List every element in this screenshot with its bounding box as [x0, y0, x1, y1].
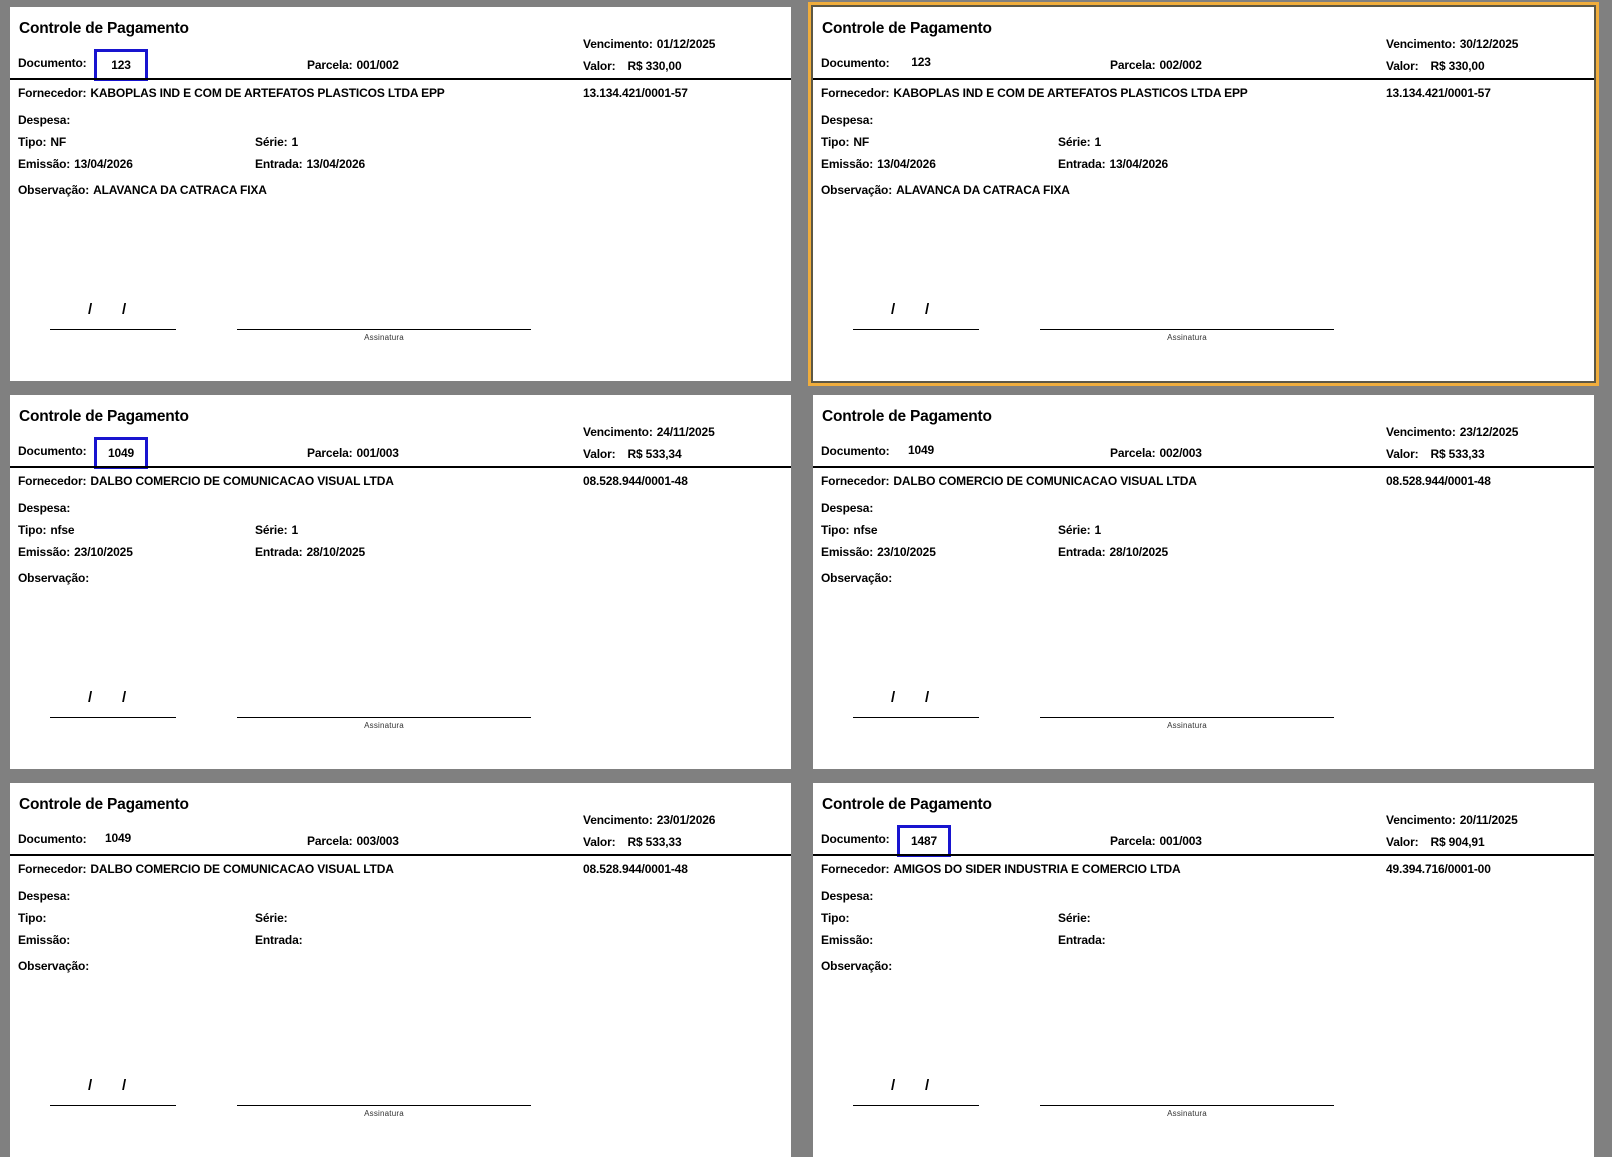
card-title: Controle de Pagamento — [822, 20, 992, 37]
serie-label: Série: — [1058, 523, 1091, 537]
documento-label: Documento: — [821, 56, 890, 70]
payment-card[interactable] — [813, 7, 1594, 381]
parcela-value: 001/003 — [1159, 834, 1202, 848]
fornecedor-value: DALBO COMERCIO DE COMUNICACAO VISUAL LTDA — [90, 862, 394, 876]
valor-label: Valor: — [1386, 447, 1419, 461]
despesa-label: Despesa: — [18, 889, 71, 903]
signature-label: Assinatura — [364, 333, 404, 342]
entrada-field — [1058, 157, 1172, 171]
documento-label: Documento: — [18, 56, 87, 70]
vencimento-label: Vencimento: — [1386, 37, 1456, 51]
parcela-label: Parcela: — [1110, 58, 1156, 72]
tipo-label: Tipo: — [821, 523, 850, 537]
signature-line — [1040, 717, 1334, 718]
serie-value: 1 — [1094, 135, 1101, 149]
serie-field — [1058, 135, 1105, 149]
payment-card[interactable] — [10, 7, 791, 381]
vencimento-value: 24/11/2025 — [656, 425, 715, 439]
valor-field — [583, 447, 685, 461]
entrada-field — [1058, 545, 1172, 559]
documento-value: 123 — [911, 55, 931, 69]
tipo-field — [18, 135, 70, 149]
entrada-field — [255, 545, 369, 559]
fornecedor-field — [18, 474, 398, 488]
observacao-value: ALAVANCA DA CATRACA FIXA — [93, 183, 267, 197]
tipo-label: Tipo: — [18, 523, 47, 537]
entrada-label: Entrada: — [1058, 933, 1106, 947]
documento-label: Documento: — [821, 444, 890, 458]
despesa-field — [821, 113, 881, 127]
date-slash-2: / — [925, 301, 930, 318]
despesa-field — [18, 501, 78, 515]
observacao-field — [821, 571, 900, 585]
valor-value: R$ 330,00 — [1430, 59, 1485, 73]
serie-value: 1 — [291, 523, 298, 537]
header-divider-line — [10, 466, 791, 468]
entrada-value: 28/10/2025 — [306, 545, 366, 559]
emissao-label: Emissão: — [821, 545, 874, 559]
entrada-label: Entrada: — [255, 933, 303, 947]
parcela-field — [1110, 58, 1206, 72]
entrada-label: Entrada: — [255, 157, 303, 171]
valor-label: Valor: — [583, 59, 616, 73]
cnpj-value: 08.528.944/0001-48 — [1386, 474, 1491, 488]
serie-label: Série: — [255, 911, 288, 925]
signature-label: Assinatura — [364, 721, 404, 730]
documento-value: 1487 — [910, 834, 938, 848]
signature-label: Assinatura — [1167, 1109, 1207, 1118]
fornecedor-label: Fornecedor: — [821, 86, 890, 100]
documento-box — [94, 825, 142, 851]
fornecedor-label: Fornecedor: — [18, 474, 87, 488]
parcela-value: 002/003 — [1159, 446, 1202, 460]
signature-label: Assinatura — [364, 1109, 404, 1118]
observacao-label: Observação: — [18, 571, 90, 585]
cards-grid — [10, 7, 1594, 1157]
vencimento-value: 20/11/2025 — [1459, 813, 1518, 827]
cnpj-value: 13.134.421/0001-57 — [1386, 86, 1491, 100]
date-signature-line — [50, 1105, 176, 1106]
date-slash-2: / — [925, 1077, 930, 1094]
observacao-field — [18, 959, 97, 973]
parcela-field — [1110, 834, 1206, 848]
documento-value: 1049 — [107, 446, 135, 460]
header-divider-line — [10, 854, 791, 856]
tipo-field — [18, 523, 78, 537]
parcela-field — [307, 834, 403, 848]
vencimento-field — [1386, 37, 1522, 51]
documento-value: 123 — [111, 58, 131, 72]
serie-field — [1058, 523, 1105, 537]
valor-label: Valor: — [1386, 835, 1419, 849]
despesa-field — [821, 889, 881, 903]
documento-value: 1049 — [104, 831, 132, 845]
observacao-label: Observação: — [821, 959, 893, 973]
emissao-label: Emissão: — [18, 933, 71, 947]
serie-field — [255, 135, 302, 149]
despesa-label: Despesa: — [821, 113, 874, 127]
header-divider-line — [813, 78, 1594, 80]
serie-field — [255, 523, 302, 537]
date-slash-1: / — [88, 689, 93, 706]
card-title: Controle de Pagamento — [822, 408, 992, 425]
observacao-field — [18, 571, 97, 585]
tipo-field — [821, 523, 881, 537]
observacao-label: Observação: — [821, 571, 893, 585]
vencimento-label: Vencimento: — [583, 813, 653, 827]
vencimento-label: Vencimento: — [583, 425, 653, 439]
cnpj-value: 13.134.421/0001-57 — [583, 86, 688, 100]
serie-value: 1 — [1094, 523, 1101, 537]
date-slash-1: / — [88, 301, 93, 318]
parcela-field — [307, 446, 403, 460]
fornecedor-value: DALBO COMERCIO DE COMUNICACAO VISUAL LTDA — [90, 474, 394, 488]
tipo-value: nfse — [853, 523, 878, 537]
valor-value: R$ 533,34 — [627, 447, 682, 461]
cnpj-value: 08.528.944/0001-48 — [583, 862, 688, 876]
fornecedor-field — [821, 86, 1252, 100]
valor-value: R$ 904,91 — [1430, 835, 1485, 849]
documento-box — [897, 437, 945, 463]
emissao-label: Emissão: — [821, 157, 874, 171]
fornecedor-field — [18, 862, 398, 876]
vencimento-value: 23/01/2026 — [656, 813, 716, 827]
despesa-field — [18, 113, 78, 127]
fornecedor-value: AMIGOS DO SIDER INDUSTRIA E COMERCIO LTDA — [893, 862, 1181, 876]
date-slash-1: / — [891, 689, 896, 706]
serie-value: 1 — [291, 135, 298, 149]
date-slash-2: / — [122, 1077, 127, 1094]
date-slash-2: / — [925, 689, 930, 706]
date-signature-line — [853, 1105, 979, 1106]
payment-card[interactable] — [813, 395, 1594, 769]
despesa-label: Despesa: — [821, 501, 874, 515]
emissao-value: 13/04/2026 — [74, 157, 133, 171]
entrada-label: Entrada: — [1058, 545, 1106, 559]
despesa-field — [821, 501, 881, 515]
date-signature-line — [50, 717, 176, 718]
emissao-field — [821, 157, 940, 171]
fornecedor-field — [18, 86, 449, 100]
parcela-label: Parcela: — [1110, 834, 1156, 848]
documento-box — [897, 49, 945, 75]
despesa-label: Despesa: — [18, 113, 71, 127]
parcela-label: Parcela: — [307, 58, 353, 72]
entrada-value: 13/04/2026 — [306, 157, 366, 171]
valor-field — [583, 59, 685, 73]
signature-line — [1040, 329, 1334, 330]
tipo-field — [821, 911, 857, 925]
parcela-value: 003/003 — [356, 834, 399, 848]
fornecedor-label: Fornecedor: — [18, 862, 87, 876]
cnpj-value: 49.394.716/0001-00 — [1386, 862, 1491, 876]
fornecedor-value: KABOPLAS IND E COM DE ARTEFATOS PLASTICOS LTDA EPP — [893, 86, 1248, 100]
parcela-value: 001/002 — [356, 58, 399, 72]
vencimento-label: Vencimento: — [1386, 425, 1456, 439]
valor-value: R$ 533,33 — [627, 835, 682, 849]
tipo-label: Tipo: — [821, 911, 850, 925]
parcela-value: 002/002 — [1159, 58, 1202, 72]
observacao-field — [821, 183, 1074, 197]
signature-line — [237, 329, 531, 330]
entrada-field — [1058, 933, 1113, 947]
header-divider-line — [813, 854, 1594, 856]
tipo-field — [821, 135, 873, 149]
emissao-value: 23/10/2025 — [877, 545, 936, 559]
observacao-label: Observação: — [18, 183, 90, 197]
vencimento-field — [583, 813, 719, 827]
emissao-value: 23/10/2025 — [74, 545, 133, 559]
observacao-label: Observação: — [18, 959, 90, 973]
emissao-field — [18, 157, 137, 171]
parcela-label: Parcela: — [307, 446, 353, 460]
vencimento-value: 30/12/2025 — [1459, 37, 1519, 51]
entrada-value: 28/10/2025 — [1109, 545, 1169, 559]
fornecedor-field — [821, 474, 1201, 488]
fornecedor-field — [821, 862, 1185, 876]
observacao-field — [821, 959, 900, 973]
card-title: Controle de Pagamento — [19, 796, 189, 813]
emissao-label: Emissão: — [821, 933, 874, 947]
date-slash-1: / — [891, 1077, 896, 1094]
vencimento-field — [1386, 425, 1522, 439]
emissao-field — [821, 545, 940, 559]
parcela-field — [1110, 446, 1206, 460]
entrada-value: 13/04/2026 — [1109, 157, 1169, 171]
valor-label: Valor: — [583, 835, 616, 849]
documento-label: Documento: — [821, 832, 890, 846]
vencimento-value: 01/12/2025 — [656, 37, 716, 51]
date-slash-1: / — [88, 1077, 93, 1094]
entrada-label: Entrada: — [1058, 157, 1106, 171]
fornecedor-value: KABOPLAS IND E COM DE ARTEFATOS PLASTICOS LTDA EPP — [90, 86, 445, 100]
emissao-field — [821, 933, 881, 947]
emissao-field — [18, 933, 78, 947]
documento-label: Documento: — [18, 444, 87, 458]
signature-line — [237, 1105, 531, 1106]
vencimento-value: 23/12/2025 — [1459, 425, 1519, 439]
observacao-label: Observação: — [821, 183, 893, 197]
vencimento-label: Vencimento: — [1386, 813, 1456, 827]
emissao-field — [18, 545, 137, 559]
date-signature-line — [853, 329, 979, 330]
serie-field — [1058, 911, 1098, 925]
signature-label: Assinatura — [1167, 333, 1207, 342]
despesa-field — [18, 889, 78, 903]
signature-line — [1040, 1105, 1334, 1106]
documento-value: 1049 — [907, 443, 935, 457]
vencimento-field — [1386, 813, 1522, 827]
date-signature-line — [50, 329, 176, 330]
observacao-value: ALAVANCA DA CATRACA FIXA — [896, 183, 1070, 197]
signature-label: Assinatura — [1167, 721, 1207, 730]
emissao-value: 13/04/2026 — [877, 157, 936, 171]
entrada-field — [255, 157, 369, 171]
serie-label: Série: — [255, 135, 288, 149]
header-divider-line — [10, 78, 791, 80]
despesa-label: Despesa: — [18, 501, 71, 515]
valor-value: R$ 533,33 — [1430, 447, 1485, 461]
vencimento-field — [583, 425, 719, 439]
tipo-value: nfse — [50, 523, 75, 537]
fornecedor-value: DALBO COMERCIO DE COMUNICACAO VISUAL LTDA — [893, 474, 1197, 488]
observacao-field — [18, 183, 271, 197]
valor-field — [1386, 447, 1488, 461]
fornecedor-label: Fornecedor: — [821, 474, 890, 488]
date-slash-2: / — [122, 301, 127, 318]
header-divider-line — [813, 466, 1594, 468]
tipo-value: NF — [853, 135, 870, 149]
cnpj-value: 08.528.944/0001-48 — [583, 474, 688, 488]
date-slash-1: / — [891, 301, 896, 318]
date-slash-2: / — [122, 689, 127, 706]
entrada-label: Entrada: — [255, 545, 303, 559]
fornecedor-label: Fornecedor: — [18, 86, 87, 100]
card-title: Controle de Pagamento — [19, 20, 189, 37]
emissao-label: Emissão: — [18, 157, 71, 171]
valor-field — [1386, 59, 1488, 73]
fornecedor-label: Fornecedor: — [821, 862, 890, 876]
serie-label: Série: — [255, 523, 288, 537]
documento-box[interactable] — [897, 825, 951, 857]
parcela-label: Parcela: — [1110, 446, 1156, 460]
valor-value: R$ 330,00 — [627, 59, 682, 73]
entrada-field — [255, 933, 310, 947]
documento-label: Documento: — [18, 832, 87, 846]
serie-field — [255, 911, 295, 925]
valor-field — [583, 835, 685, 849]
valor-label: Valor: — [1386, 59, 1419, 73]
serie-label: Série: — [1058, 135, 1091, 149]
card-title: Controle de Pagamento — [19, 408, 189, 425]
payment-card[interactable] — [813, 783, 1594, 1157]
documento-box[interactable] — [94, 437, 148, 469]
documento-box[interactable] — [94, 49, 148, 81]
tipo-label: Tipo: — [18, 911, 47, 925]
valor-label: Valor: — [583, 447, 616, 461]
tipo-value: NF — [50, 135, 67, 149]
payment-card[interactable] — [10, 783, 791, 1157]
valor-field — [1386, 835, 1488, 849]
payment-card[interactable] — [10, 395, 791, 769]
card-title: Controle de Pagamento — [822, 796, 992, 813]
serie-label: Série: — [1058, 911, 1091, 925]
emissao-label: Emissão: — [18, 545, 71, 559]
signature-line — [237, 717, 531, 718]
parcela-value: 001/003 — [356, 446, 399, 460]
vencimento-field — [583, 37, 719, 51]
date-signature-line — [853, 717, 979, 718]
tipo-label: Tipo: — [18, 135, 47, 149]
parcela-label: Parcela: — [307, 834, 353, 848]
tipo-field — [18, 911, 54, 925]
parcela-field — [307, 58, 403, 72]
despesa-label: Despesa: — [821, 889, 874, 903]
vencimento-label: Vencimento: — [583, 37, 653, 51]
tipo-label: Tipo: — [821, 135, 850, 149]
